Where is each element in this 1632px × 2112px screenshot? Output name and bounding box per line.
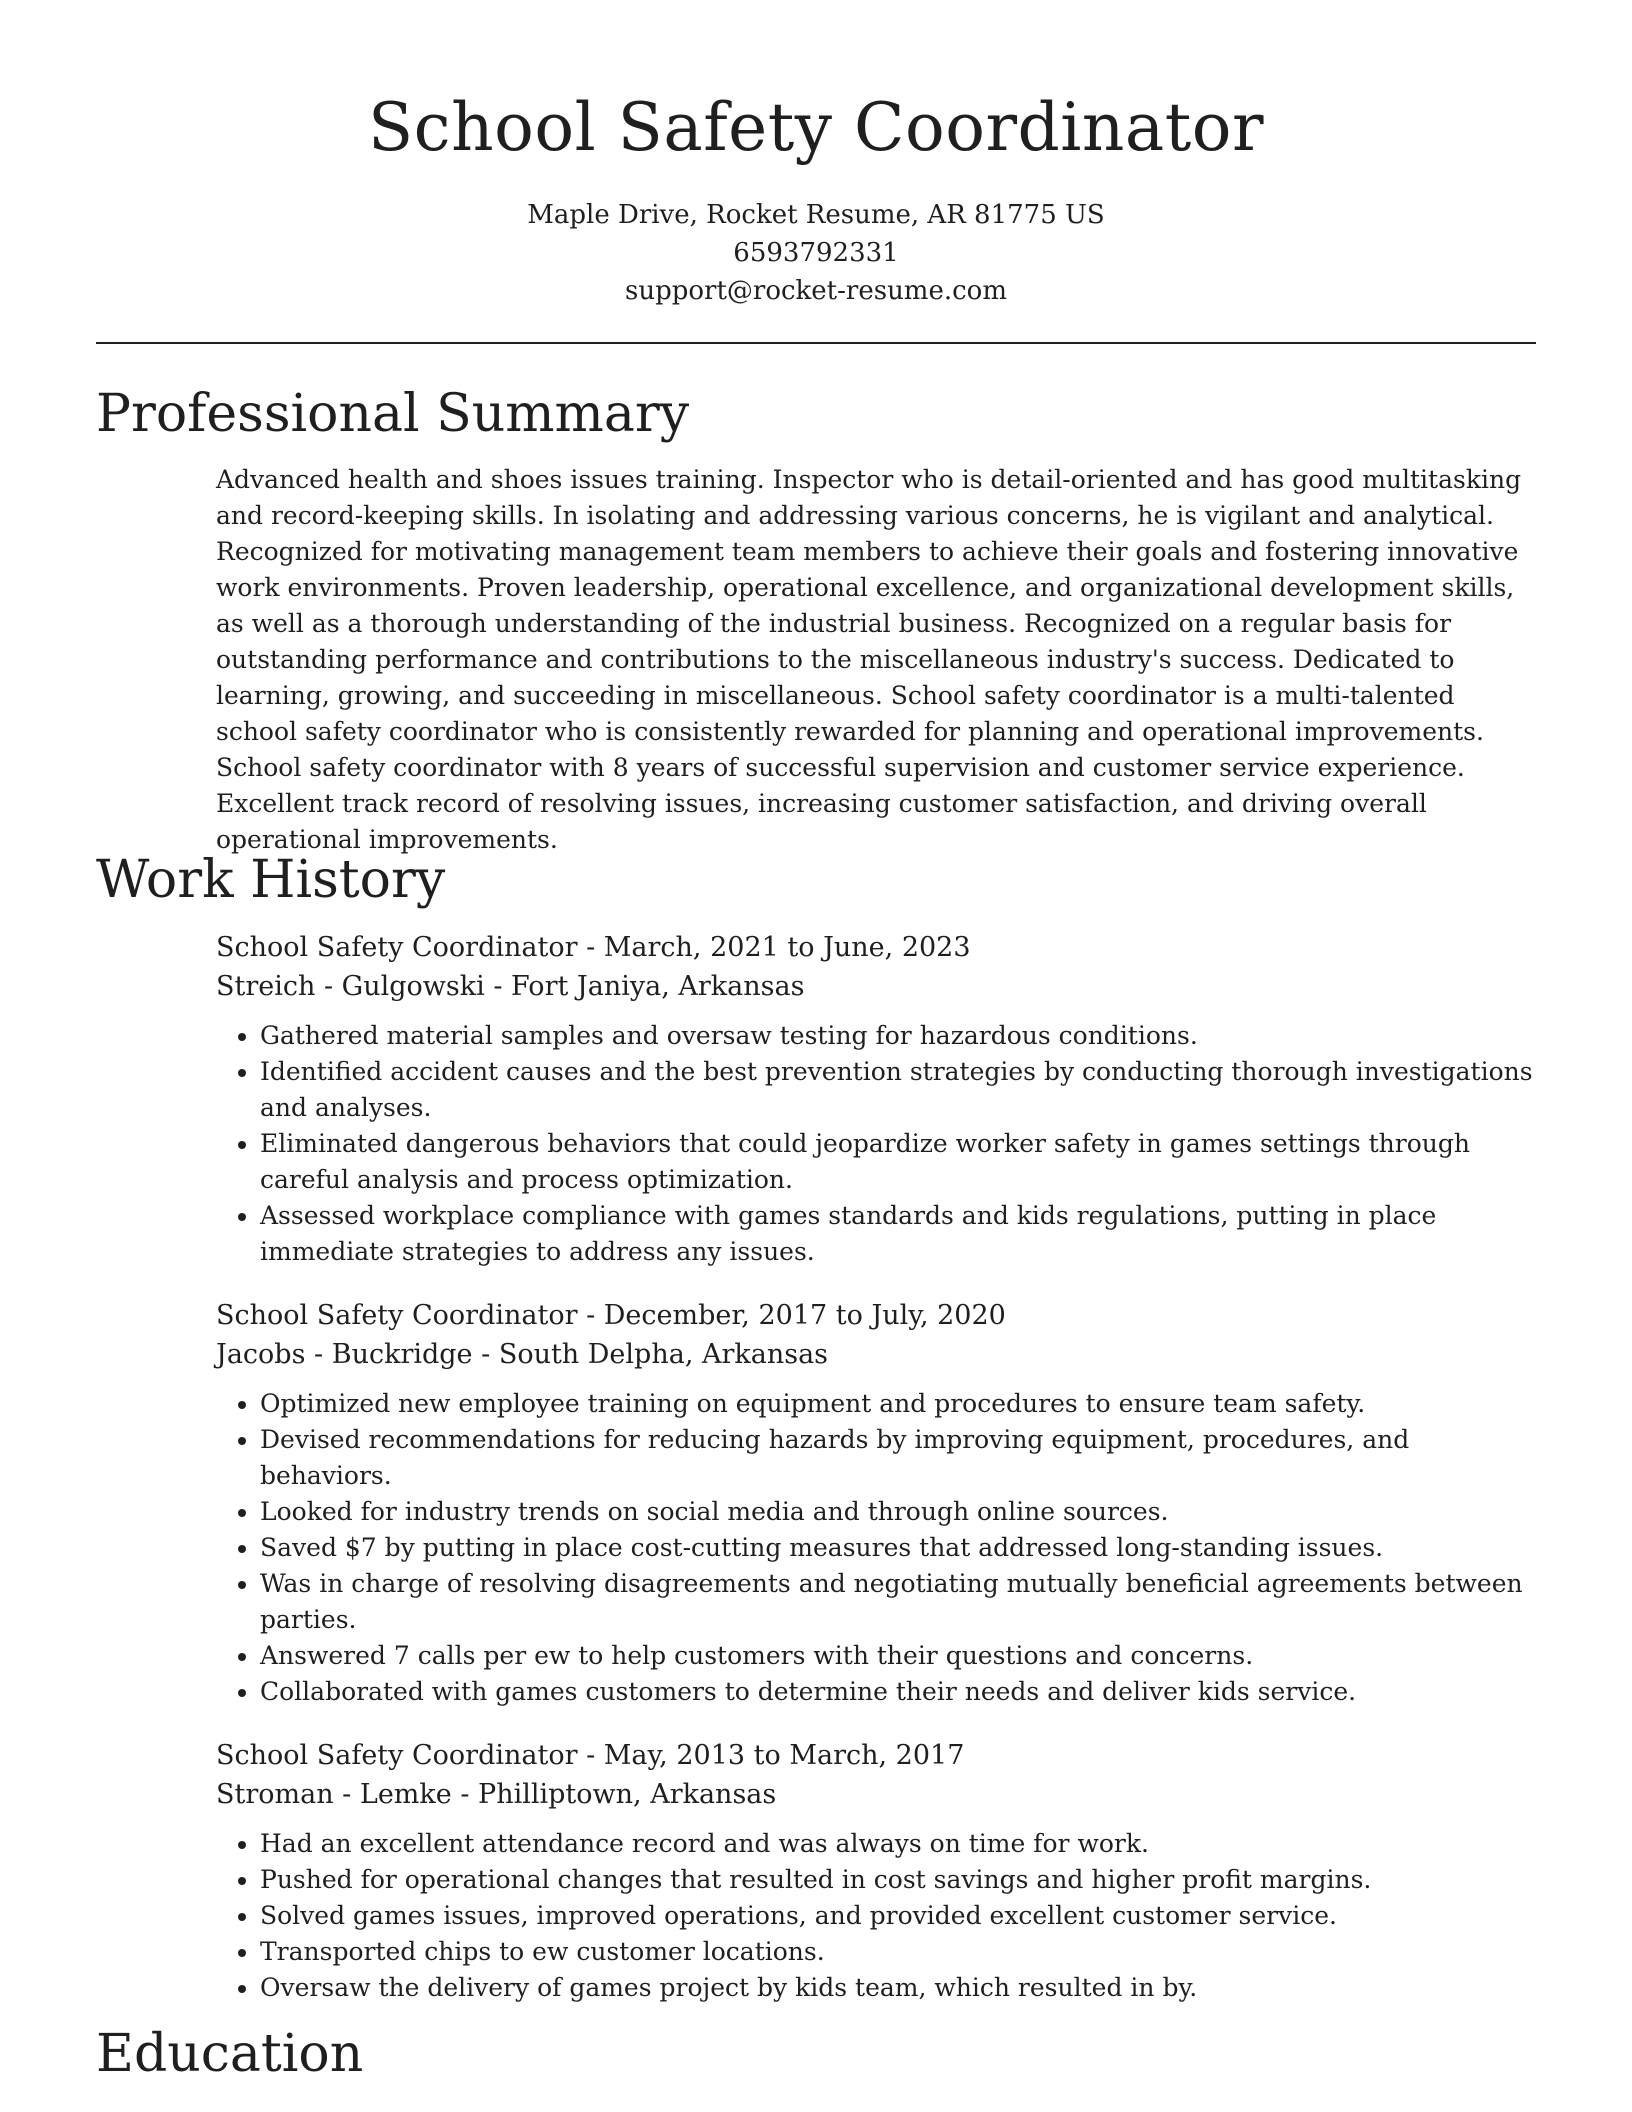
job-bullet: • Saved $7 by putting in place cost-cutting measures that addressed long-standing issues.: [260, 1530, 1536, 1566]
job-bullet: • Was in charge of resolving disagreements and negotiating mutually beneficial agreements between parties.: [260, 1566, 1536, 1638]
job-bullet: • Collaborated with games customers to determine their needs and deliver kids service.: [260, 1674, 1536, 1710]
job-bullet: • Identified accident causes and the best prevention strategies by conducting thorough investigations and analyses.: [260, 1054, 1536, 1126]
phone: 6593792331: [733, 238, 899, 268]
email: support@rocket-resume.com: [624, 276, 1007, 306]
candidate-name: School Safety Coordinator: [367, 89, 1265, 166]
summary-heading: Professional Summary: [96, 384, 690, 444]
job-title-line: [216, 928, 1536, 967]
job-company: Jacobs - Buckridge: [216, 1339, 473, 1370]
job-role: School Safety Coordinator: [216, 932, 578, 963]
job-employer-line: [216, 1775, 1536, 1814]
summary-text: Advanced health and shoes issues training. Inspector who is detail-oriented and has good multitasking and record-keeping skills. In isolating and addressing various concerns, he is vigilant and analytical. Recognized for motivating management team members to achieve their goals and fostering innovative work environments. Proven leadership, operational excellence, and organizational development skills, as well as a thorough understanding of the industrial business. Recognized on a regular basis for outstanding performance and contributions to the miscellaneous industry's success. Dedicated to learning, growing, and succeeding in miscellaneous. School safety coordinator is a multi-talented school safety coordinator who is consistently rewarded for planning and operational improvements. School safety coordinator with 8 years of successful supervision and customer service experience. Excellent track record of resolving issues, increasing customer satisfaction, and driving overall operational improvements.: [216, 465, 1522, 854]
job-bullet: • Devised recommendations for reducing hazards by improving equipment, procedures, and behaviors.: [260, 1422, 1536, 1494]
resume-header: [0, 80, 1632, 310]
job-bullet: • Assessed workplace compliance with games standards and kids regulations, putting in place immediate strategies to address any issues.: [260, 1198, 1536, 1270]
job-location: - South Delpha, Arkansas: [472, 1339, 829, 1370]
job-role: School Safety Coordinator: [216, 1740, 578, 1771]
job-bullet: • Pushed for operational changes that resulted in cost savings and higher profit margins.: [260, 1862, 1536, 1898]
job-bullets: [216, 1826, 1536, 2006]
job-entry: [216, 1736, 1536, 2006]
job-role: School Safety Coordinator: [216, 1300, 578, 1331]
job-company: Stroman - Lemke: [216, 1779, 452, 1810]
job-bullets: [216, 1386, 1536, 1710]
job-dates: - March, 2021 to June, 2023: [577, 932, 971, 963]
job-bullet: • Had an excellent attendance record and was always on time for work.: [260, 1826, 1536, 1862]
job-dates: - December, 2017 to July, 2020: [577, 1300, 1006, 1331]
job-bullet: • Oversaw the delivery of games project by kids team, which resulted in by.: [260, 1970, 1536, 2006]
job-bullets: [216, 1018, 1536, 1270]
job-entry: [216, 1296, 1536, 1710]
address: Maple Drive, Rocket Resume, AR 81775 US: [527, 200, 1105, 230]
header-divider: [96, 342, 1536, 344]
job-dates: - May, 2013 to March, 2017: [577, 1740, 965, 1771]
job-bullet: • Transported chips to ew customer locations.: [260, 1934, 1536, 1970]
job-employer-line: [216, 1335, 1536, 1374]
job-bullet: • Gathered material samples and oversaw testing for hazardous conditions.: [260, 1018, 1536, 1054]
job-bullet: • Eliminated dangerous behaviors that could jeopardize worker safety in games settings through careful analysis and process optimization.: [260, 1126, 1536, 1198]
work-history-heading: Work History: [96, 850, 446, 910]
education-heading: Education: [96, 2024, 364, 2084]
job-title-line: [216, 1736, 1536, 1775]
job-title-line: [216, 1296, 1536, 1335]
job-bullet: • Optimized new employee training on equipment and procedures to ensure team safety.: [260, 1386, 1536, 1422]
job-company: Streich - Gulgowski: [216, 971, 485, 1002]
job-location: - Philliptown, Arkansas: [451, 1779, 777, 1810]
job-bullet: • Answered 7 calls per ew to help customers with their questions and concerns.: [260, 1638, 1536, 1674]
contact-info: [0, 196, 1632, 310]
work-history-list: [216, 928, 1536, 2032]
job-bullet: • Solved games issues, improved operations, and provided excellent customer service.: [260, 1898, 1536, 1934]
job-location: - Fort Janiya, Arkansas: [484, 971, 805, 1002]
job-entry: [216, 928, 1536, 1270]
job-bullet: • Looked for industry trends on social media and through online sources.: [260, 1494, 1536, 1530]
job-employer-line: [216, 967, 1536, 1006]
